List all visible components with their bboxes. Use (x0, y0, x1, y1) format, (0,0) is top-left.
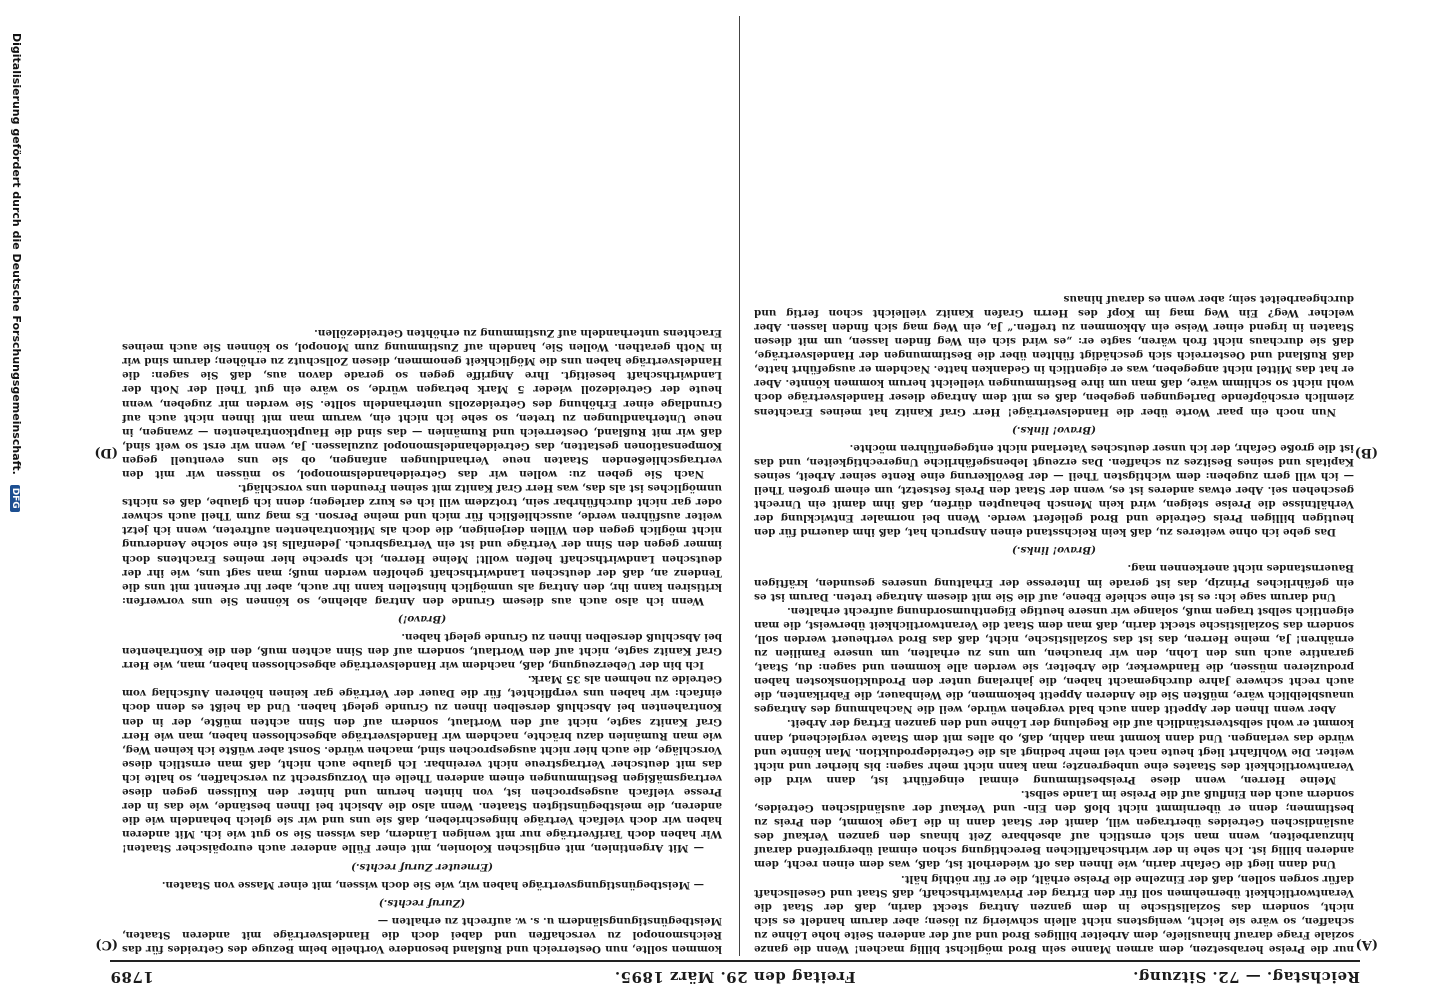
margin-marker-d: (D) (94, 445, 118, 460)
stage-direction: (Erneuter Zuruf rechts.) (351, 860, 493, 873)
paragraph: Aber wenn Ihnen der Appetit dann auch bald vergehen würde, weil die Nachahmung des Antrages unausbleiblich wäre, müßten Sie die Anderen Appetit bekommen, die Weinbauer, die Fabrikanten, die auch recht schwere Jahre durchgemacht haben, die jahrelang unter den Produktionskosten haben produzieren müssen, die Handwerker, die Arbeiter, sie werden alle kommen und sagen: du, Staat, garantire auch uns den Lohn, den wir brauchen, um uns zu erhalten, um unsere Familien zu ernähren! Ja, meine Herren, das ist das Sozialistische, nicht, daß das Brod vertheuert werden soll, sondern das Sozialistische steckt darin, daß man dem Staat die Verantwortlichkeit überweist, die man eigentlich selbst tragen muß, solange wir unsere heutige Eigenthumsordnung aufrecht erhalten. (754, 604, 1354, 716)
page-header (110, 960, 1360, 988)
paragraph: nur die Preise herabsetzen, dem armen Manne sein Brod möglichst billig machen! Wenn die ganze soziale Frage darauf hinausliefe, dem Arbeiter billiges Brod und auf der anderen Seite hohe Löhne zu schaffen, so wäre sie leicht, wenigstens nicht allein schwierig zu lösen; aber darum handelt es sich nicht, sondern das Sozialistische in dem ganzen Antrag steckt darin, daß der Staat die Verantwortlichkeit übernehmen soll für den Ertrag der Privatwirthschaft, daß Staat und Gesellschaft dafür sorgen sollen, daß der Einzelne die Preise erhält, die er für nöthig hält. (754, 872, 1354, 955)
rotated-page (40, 0, 1432, 1000)
margin-marker-b: (B) (1354, 445, 1378, 460)
margin-marker-a: (A) (1355, 937, 1378, 952)
paragraph: Das gebe ich ohne weiteres zu, daß kein Reichsstand einen Anspruch hat, daß ihm dauernd für den heutigen billigen Preis Getreide und Brod geliefert werde. Wenn bei normaler Entwicklung der Verhältnisse die Preise steigen, wird kein Mensch behaupten dürfen, daß ihm damit ein Unrecht geschehen sei. Aber etwas anderes ist es, wenn der Staat den Preis festsetzt, um einem großen Theil — ich will gern zugeben: dem wichtigsten Theil — der Bevölkerung eine Rente seiner Arbeit, seines Kapitals und seines Besitzes zu schaffen. Das erzeugt lebensgefährliche Ungerechtigkeiten, und das ist die große Gefahr, der ich unser deutsches Vaterland nicht entgegenführen möchte. (754, 441, 1354, 539)
stage-direction: (Bravo! links.) (1011, 423, 1097, 436)
dfg-logo: DFG (10, 485, 20, 512)
paragraph: Nun noch ein paar Worte über die Handelsverträge! Herr Graf Kanitz hat meines Erachtens ziemlich erschöpfende Darlegungen gegeben, daß es mit dem Antrage dieser Handelsverträge doch wohl nicht so schlimm wäre, daß man um ihre Bestimmungen vielleicht herum kommen könnte. Aber er hat das Mittel nicht angegeben, was er eigentlich in Gedanken hatte. Nachdem er ausgeführt hatte, daß Rußland und Oesterreich sich geschädigt fühlten über die Bestimmungen der Handelsverträge, daß sie durchaus nicht froh wären, sagte er: „es wird sich ein Weg finden lassen, um mit diesen Staaten in irgend einer Weise ein Abkommen zu treffen.“ Ja, ein Weg mag sich finden lassen. Aber welcher Weg? Ein Weg mag im Kopf des Herrn Grafen Kanitz vielleicht schon fertig und durchgearbeitet sein; aber wenn es darauf hinaus (754, 292, 1354, 418)
paragraph: Meine Herren, wenn diese Preisbestimmung einmal eingeführt ist, dann wird die Verantwortlichkeit des Staates eine unbegrenzte; man kann nicht mehr sagen: bis hierher und nicht weiter. Die Wohlfahrt liegt heute nach viel mehr bedingt als die Getreideproduktion. Man könnte und würde das verlangen. Und dann kommt man dahin, daß, ob alles mit dem Staate vergleichend, dann kommt er wohl selbstverständlich auf die Regelung der Löhne und den ganzen Ertrag der Arbeit. (754, 717, 1354, 786)
paragraph: Und darum sage ich: es ist eine schiefe Ebene, auf die Sie mit diesem Antrage treten. Darum ist es ein gefährliches Prinzip, das ist gerade im Interesse der Erhaltung unseres gesunden, kräftigen Bauernstandes nicht anerkennen mag. (754, 562, 1354, 603)
digitization-footer (4, 34, 24, 984)
paragraph: Ich bin der Ueberzeugung, daß, nachdem wir Handelsverträge abgeschlossen haben, man, wie Herr Graf Kanitz sagte, nicht auf den Wortlaut, sondern auf den Sinn achten muß, den die Kontrahenten bei Abschluß derselben ihnen zu Grunde gelegt haben. (122, 631, 722, 672)
paragraph: Nach Sie geben zu: wollen wir das Getreidehandelsmonopol, so müssen wir mit den vertragschließenden Staaten neue Verhandlungen anfangen, ob sie uns eventuell gegen Kompensationen gestatten, das Getreidehandelsmonopol zuzulassen. Ja, wenn wir erst so weit sind, daß wir mit Rußland, Oesterreich und Rumänien — das sind die Hauptkontrahenten — zwangen, in neue Unterhandlungen zu treten, so sehe ich nicht ein, warum man mit ihnen nicht auch auf Grundlage einer Erhöhung des Getreidezolls unterhandeln sollte. Sie werden mir zugeben, wenn heute der Getreidezoll wieder 5 Mark betragen würde, so wäre ein gut Theil der Noth der Landwirthschaft beseitigt. Ihre Angriffe gegen so gerade davon aus, daß Sie sagen: die Handelsverträge haben uns die Möglichkeit genommen, diesen Zollschutz zu erhöhen; darum sind wir in Noth gerathen. Wollen Sie, handeln auf Zustimmung zum Monopol, so können Sie auch meines Erachtens unterhandeln auf Zustimmung zu erhöhten Getreidezöllen. (122, 327, 722, 480)
paragraph: kommen sollte, nun Oesterreich und Rußland besondere Vortheile beim Bezuge des Getreides für das Reichsmonopol zu verschaffen und dabei doch die Handelsverträge mit anderen Staaten, Meistbegünstigungsländern u. s. w. aufrecht zu erhalten — (122, 914, 722, 955)
paragraph: — Mit Argentinien, mit englischen Kolonien, mit einer Fülle anderer auch europäischer Staaten! Wir haben doch Tarifverträge nur mit wenigen Ländern, das wissen Sie so gut wie ich. Mit anderen haben wir doch vielfach Verträge hingeschrieben, daß sie uns und wir sie gleich behandeln wie die anderen, die meistbegünstigten Staaten. Wenn also die Absicht bei Ihnen bestände, wie das in der Presse vielfach ausgesprochen ist, von hinten herum und hinter den Kulissen gegen diese vertragsmäßigen Bestimmungen einem anderen Theile ein Vorzugsrecht zu verschaffen, so halte ich das mit deutscher Vertragstreue nicht vereinbar. Ich glaube auch nicht, daß man ernstlich diese Vorschläge, die auch hier nicht ausgesprochen sind, machen würde. Sonst aber wüßte ich keinen Weg, wie man Rumänien dazu brächte, nachdem wir Handelsverträge abgeschlossen haben, man wie Herr Graf Kanitz sagte, nicht auf den Wortlaut, sondern auf den Sinn achten müßte, der in den Kontrahenten bei Abschluß derselben ihnen zu Grunde gelegt haben. Und da heißt es denn doch einfach: wir haben uns verpflichtet, für die Dauer der Verträge gar keinen höheren Aufschlag vom Getreide zu nehmen als 35 Mark. (122, 673, 722, 855)
paragraph: Und dann liegt die Gefahr darin, wie Ihnen das oft wiederholt ist, daß, was dem einen recht, dem anderen billig ist. Ich sehe in der wirthschaftlichen Berechtigung schon einmal übergreifend darauf hinzuarbeiten, wenn man sich ernstlich auf absehbare Zeit hinaus den ganzen Verkauf des ausländischen Getreides übertragen will, damit der Staat dann in die Lage kommt, den Preis zu bestimmen; denn er übernimmt nicht bloß den Ein- und Verkauf der ausländischen Getreides, sondern auch den Einfluß auf die Preise im Lande selbst. (754, 787, 1354, 871)
header-date: Freitag den 29. März 1895. (614, 968, 856, 986)
stage-direction: (Bravo! links.) (1011, 544, 1097, 557)
page-number: 1789 (110, 968, 154, 986)
footer-text: Digitalisierung gefördert durch die Deutsche Forschungsgemeinschaft. (10, 33, 23, 475)
margin-marker-c: (C) (95, 937, 118, 952)
stage-direction: (Bravo!) (397, 612, 447, 625)
header-title: Reichstag. — 72. Sitzung. (1132, 968, 1360, 986)
column-divider (739, 16, 740, 956)
left-text-column (754, 26, 1354, 956)
footer-line (5, 33, 23, 973)
paragraph: — Meistbegünstigungsverträge haben wir, wie Sie doch wissen, mit einer Masse von Staaten. (161, 878, 704, 891)
right-text-column (122, 26, 722, 956)
stage-direction: (Zuruf rechts.) (378, 896, 466, 909)
paragraph: Wenn ich also auch aus diesem Grunde den Antrag ablehne, so können Sie uns vorwerfen: kritisiren kann ihr, den Antrag als unmöglich hinstellen kann ihr auch, aber ihr erkennt mit uns die Tendenz an, daß der deutschen Landwirthschaft geholfen werden muß; man sagt uns, wie ihr der deutschen Landwirthschaft helfen wollt! Meine Herren, ich spreche hier meines Erachtens doch immer gegen den Sinn der Verträge und ist ein Vertragsbruch. Jedenfalls ist eine solche Aenderung nicht möglich gegen den Willen derjenigen, die doch als Mitkontrahenten auftreten, wenn ich jetzt weiter ausführen werde, ausschließlich für mich und meine Person. Es mag zum Theil auch schwer oder gar nicht durchführbar sein, trotzdem will ich es kurz darlegen; denn ich glaube, daß es nichts unmögliches ist als das, was Herr Graf Kanitz mit seinen Freunden uns vorschlägt. (122, 482, 722, 607)
